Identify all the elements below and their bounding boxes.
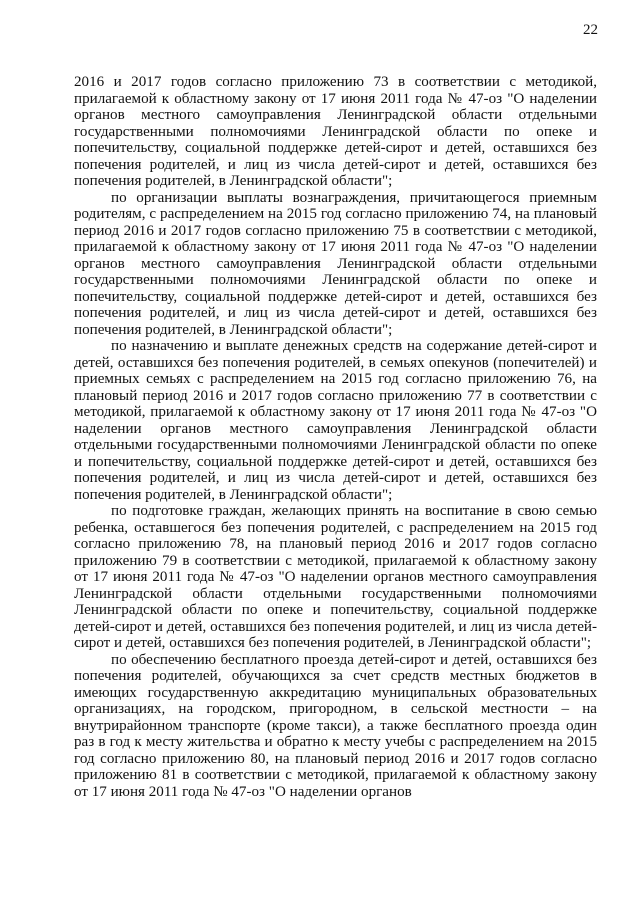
paragraph-1: 2016 и 2017 годов согласно приложению 73 в соответствии с методикой, прилагаемой к областному закону от 17 июня 2011 года № 47-оз "О наделении органов местного самоуправления Ленинградской области отдельными государственными полномочиями Ленинградской области по опеке и попечительству, социальной поддержке детей-сирот и детей, оставшихся без попечения родителей, и лиц из числа детей-сирот и детей, оставшихся без попечения родителей, в Ленинградской области"; [74,74,597,189]
paragraph-5: по обеспечению бесплатного проезда детей-сирот и детей, оставшихся без попечения родителей, обучающихся за счет средств местных бюджетов в имеющих государственную аккредитацию муниципальных образовательных организациях, на городском, пригородном, в сельской местности – на внутрирайонном транспорте (кроме такси), а также бесплатного проезда один раз в год к месту жительства и обратно к месту учебы с распределением на 2015 год согласно приложению 80, на плановый период 2016 и 2017 годов согласно приложению 81 в соответствии с методикой, прилагаемой к областному закону от 17 июня 2011 года № 47-оз "О наделении органов [74,651,597,800]
page-number: 22 [583,22,598,38]
paragraph-3: по назначению и выплате денежных средств на содержание детей-сирот и детей, оставшихся без попечения родителей, в семьях опекунов (попечителей) и приемных семьях с распределением на 2015 год согласно приложению 76, на плановый период 2016 и 2017 годов согласно приложению 77 в соответствии с методикой, прилагаемой к областному закону от 17 июня 2011 года № 47-оз "О наделении органов местного самоуправления Ленинградской области отдельными государственными полномочиями Ленинградской области по опеке и попечительству, социальной поддержке детей-сирот и детей, оставшихся без попечения родителей, и лиц из числа детей-сирот и детей, оставшихся без попечения родителей, в Ленинградской области"; [74,338,597,503]
paragraph-4: по подготовке граждан, желающих принять на воспитание в свою семью ребенка, оставшегося без попечения родителей, с распределением на 2015 год согласно приложению 78, на плановый период 2016 и 2017 годов согласно приложению 79 в соответствии с методикой, прилагаемой к областному закону от 17 июня 2011 года № 47-оз "О наделении органов местного самоуправления Ленинградской области отдельными государственными полномочиями Ленинградской области по опеке и попечительству, социальной поддержке детей-сирот и детей, оставшихся без попечения родителей, и лиц из числа детей-сирот и детей, оставшихся без попечения родителей, в Ленинградской области"; [74,503,597,651]
document-body [74,74,597,800]
paragraph-2: по организации выплаты вознаграждения, причитающегося приемным родителям, с распределением на 2015 год согласно приложению 74, на плановый период 2016 и 2017 годов согласно приложению 75 в соответствии с методикой, прилагаемой к областному закону от 17 июня 2011 года № 47-оз "О наделении органов местного самоуправления Ленинградской области отдельными государственными полномочиями Ленинградской области по опеке и попечительству, социальной поддержке детей-сирот и детей, оставшихся без попечения родителей, и лиц из числа детей-сирот и детей, оставшихся без попечения родителей, в Ленинградской области"; [74,189,597,338]
